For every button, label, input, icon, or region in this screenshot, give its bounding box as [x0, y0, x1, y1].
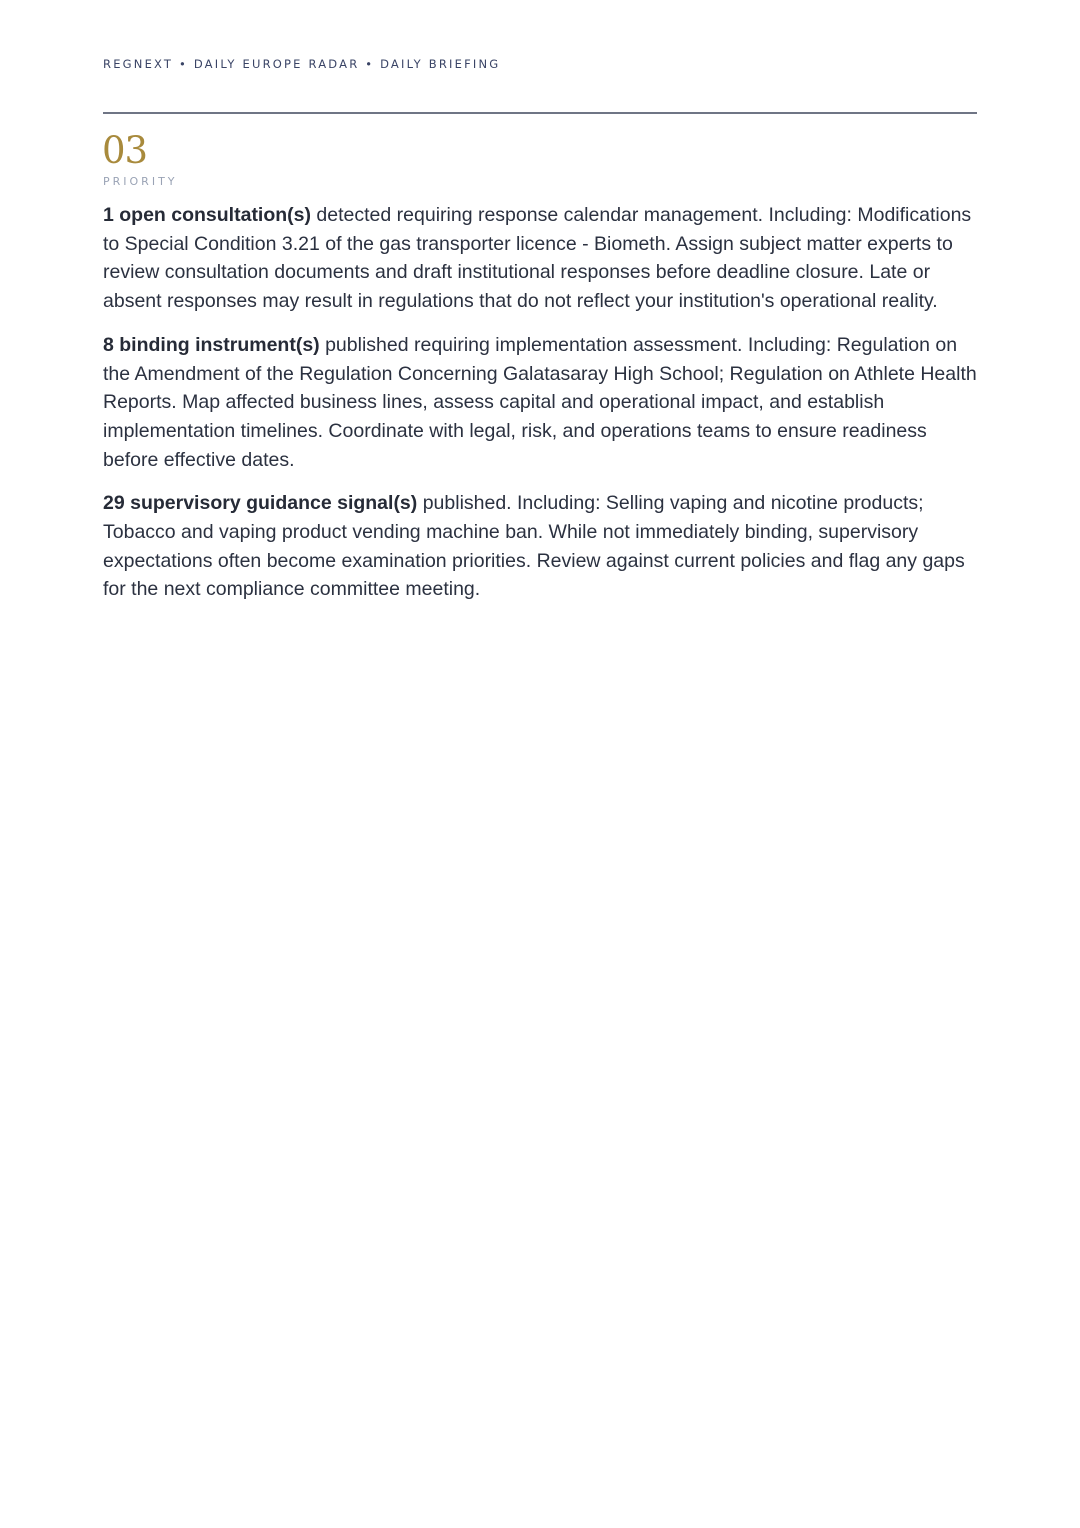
paragraph-lead: 8 binding instrument(s)	[103, 333, 320, 356]
priority-paragraph-binding-instruments	[103, 331, 977, 475]
paragraph-lead: 29 supervisory guidance signal(s)	[103, 492, 418, 515]
paragraph-lead: 1 open consultation(s)	[103, 204, 312, 226]
paragraph-text: published. Including: Selling vaping and nicotine products; Tobacco and vaping product vending machine ban. While not immediately binding, supervisory expectations often become examination priorities. Review against current policies and flag any gaps for the next compliance committee meeting.	[103, 492, 965, 601]
section-label: PRIORITY	[103, 175, 178, 188]
paragraph-text: published requiring implementation assessment. Including: Regulation on the Amendment of the Regulation Concerning Galatasaray High School; Regulation on Athlete Health Reports. Map affected business lines, assess capital and operational impact, and establish implementation timelines. Coordinate with legal, risk, and operations teams to ensure readiness before effective dates.	[103, 333, 977, 471]
priority-paragraph-consultations	[103, 201, 977, 316]
header-divider	[103, 112, 977, 114]
priority-paragraph-guidance-signals	[103, 489, 977, 604]
section-number: 03	[102, 129, 148, 172]
paragraph-text: detected requiring response calendar management. Including: Modifications to Special Condition 3.21 of the gas transporter licence - Biometh. Assign subject matter experts to review consultation documents and draft institutional responses before deadline closure. Late or absent responses may result in regulations that do not reflect your institution's operational reality.	[103, 204, 972, 313]
priority-body	[103, 201, 977, 619]
running-header: REGNEXT • DAILY EUROPE RADAR • DAILY BRIEFING	[103, 57, 501, 71]
